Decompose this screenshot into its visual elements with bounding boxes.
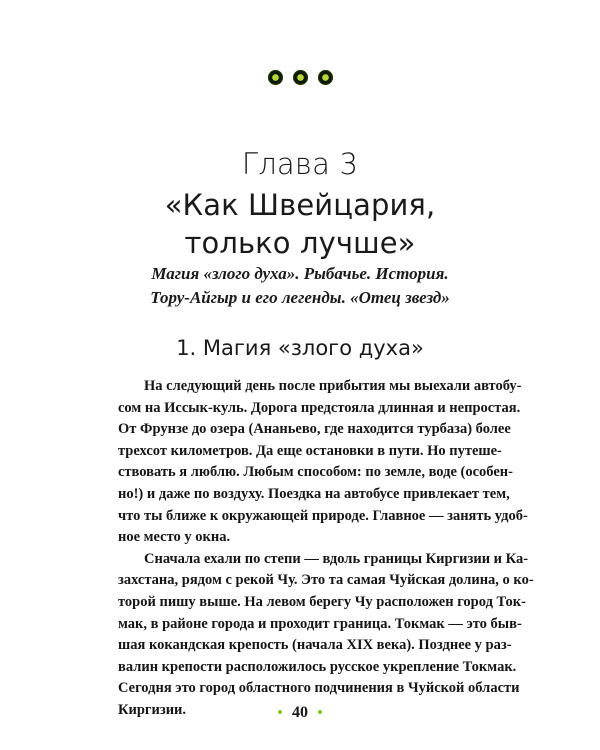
text-line: но!) и даже по воздуху. Поездка на автобусе привлекает тем, [118,485,510,502]
text-line: От Фрунзе до озера (Ананьево, где находится турбаза) более [118,421,511,438]
text-line: ное место у окна. [118,529,231,546]
text-line: сом на Иссык-куль. Дорога предстояла длинная и непростая. [118,399,521,416]
text-line: мак, в районе города и проходит граница. Токмак — это быв- [118,615,522,632]
text-line: На следующий день после прибытия мы выехали автобу- [144,378,522,394]
chapter-title [0,186,600,262]
text-line: шая кокандская крепость (начала XIX века). Позднее у раз- [118,637,512,654]
section-title: 1. Магия «злого духа» [176,336,424,360]
chapter-title-line: только лучше» [184,226,416,260]
ornament-dot-icon [268,70,283,85]
text-line: Сегодня это город областного подчинения в Чуйской области [118,680,520,697]
text-line: трехсот километров. Да еще остановки в пути. Но путеше- [118,442,502,459]
text-line: валин крепости расположилось русское укрепление Токмак. [118,658,517,675]
page-number: 40 [292,704,308,721]
paragraph [118,376,528,549]
paragraph [118,549,534,722]
text-line: захстана, рядом с рекой Чу. Это та самая Чуйская долина, о ко- [118,572,534,589]
ornament-dot-icon [293,70,308,85]
text-line: что ты ближе к окружающей природе. Главное — занять удоб- [118,507,528,524]
chapter-number: Глава 3 [241,147,359,181]
text-line: торой пишу выше. На левом берегу Чу расположен город Ток- [118,593,526,610]
ornament-dot-icon [318,70,333,85]
text-line: ствовать я люблю. Любым способом: по земле, воде (особен- [118,464,513,481]
chapter-subtitle-line: Магия «злого духа». Рыбачье. История. [151,264,449,283]
chapter-ornament [0,70,600,85]
page-number-dot-icon [318,710,322,714]
text-line: Киргизии. [118,701,187,718]
chapter-subtitle-line: Тору-Айгыр и его легенды. «Отец звезд» [150,288,450,307]
body-text [118,376,534,722]
chapter-title-line: «Как Швейцария, [164,188,436,222]
page-number-dot-icon [278,710,282,714]
chapter-subtitle [0,262,600,310]
text-line: Сначала ехали по степи — вдоль границы Киргизии и Ка- [144,550,529,567]
page-number-footer [0,703,600,723]
